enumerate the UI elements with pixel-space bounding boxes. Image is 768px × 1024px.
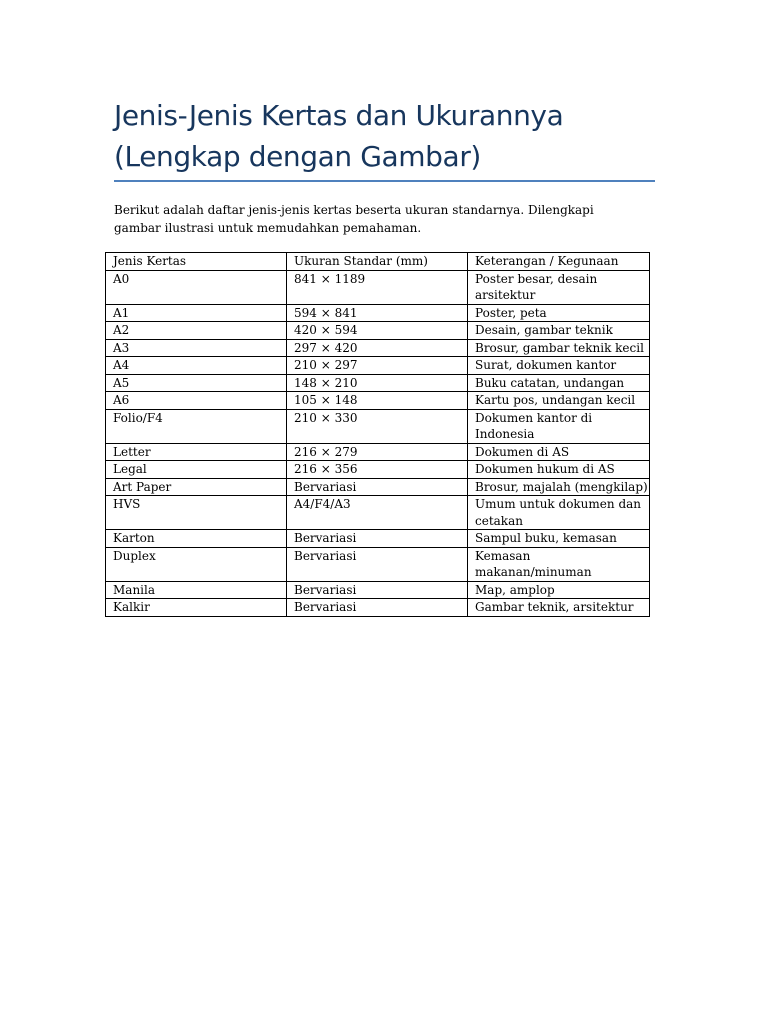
cell-ukuran: 148 × 210 <box>287 374 468 392</box>
cell-ukuran: 297 × 420 <box>287 339 468 357</box>
cell-ukuran: 841 × 1189 <box>287 270 468 304</box>
cell-ukuran: 210 × 330 <box>287 409 468 443</box>
cell-ukuran: 105 × 148 <box>287 392 468 410</box>
cell-jenis: A6 <box>106 392 287 410</box>
cell-ukuran: 420 × 594 <box>287 322 468 340</box>
table-row <box>106 443 650 461</box>
cell-keterangan: Brosur, gambar teknik kecil <box>468 339 650 357</box>
table-row <box>106 409 650 443</box>
cell-jenis: Folio/F4 <box>106 409 287 443</box>
table-header-row <box>106 253 650 271</box>
table-row <box>106 599 650 617</box>
header-keterangan: Keterangan / Kegunaan <box>468 253 650 271</box>
table-row <box>106 461 650 479</box>
cell-keterangan: Poster, peta <box>468 304 650 322</box>
cell-jenis: Kalkir <box>106 599 287 617</box>
table-row <box>106 339 650 357</box>
cell-ukuran: Bervariasi <box>287 547 468 581</box>
cell-jenis: A0 <box>106 270 287 304</box>
header-ukuran-standar: Ukuran Standar (mm) <box>287 253 468 271</box>
cell-keterangan: Dokumen hukum di AS <box>468 461 650 479</box>
cell-jenis: A3 <box>106 339 287 357</box>
cell-jenis: Karton <box>106 530 287 548</box>
cell-jenis: HVS <box>106 496 287 530</box>
cell-ukuran: Bervariasi <box>287 599 468 617</box>
cell-keterangan: Umum untuk dokumen dan cetakan <box>468 496 650 530</box>
cell-jenis: A2 <box>106 322 287 340</box>
cell-ukuran: A4/F4/A3 <box>287 496 468 530</box>
cell-ukuran: 210 × 297 <box>287 357 468 375</box>
cell-keterangan: Kartu pos, undangan kecil <box>468 392 650 410</box>
table-row <box>106 357 650 375</box>
table-row <box>106 304 650 322</box>
table-row <box>106 496 650 530</box>
title-underline <box>114 180 655 182</box>
cell-keterangan: Dokumen di AS <box>468 443 650 461</box>
cell-ukuran: 216 × 356 <box>287 461 468 479</box>
cell-keterangan: Desain, gambar teknik <box>468 322 650 340</box>
table-row <box>106 270 650 304</box>
table-row <box>106 322 650 340</box>
table-row <box>106 374 650 392</box>
cell-keterangan: Dokumen kantor di Indonesia <box>468 409 650 443</box>
cell-jenis: A4 <box>106 357 287 375</box>
table-row <box>106 392 650 410</box>
cell-keterangan: Brosur, majalah (mengkilap) <box>468 478 650 496</box>
table-row <box>106 547 650 581</box>
table-row <box>106 530 650 548</box>
cell-ukuran: Bervariasi <box>287 581 468 599</box>
cell-keterangan: Gambar teknik, arsitektur <box>468 599 650 617</box>
cell-jenis: Letter <box>106 443 287 461</box>
cell-keterangan: Map, amplop <box>468 581 650 599</box>
cell-jenis: A1 <box>106 304 287 322</box>
cell-ukuran: 216 × 279 <box>287 443 468 461</box>
cell-jenis: Manila <box>106 581 287 599</box>
paper-sizes-table <box>105 252 650 617</box>
cell-keterangan: Poster besar, desain arsitektur <box>468 270 650 304</box>
document-title: Jenis-Jenis Kertas dan Ukurannya (Lengkap dengan Gambar) <box>114 99 564 173</box>
table-row <box>106 581 650 599</box>
intro-paragraph: Berikut adalah daftar jenis-jenis kertas beserta ukuran standarnya. Dilengkapi gambar ilustrasi untuk memudahkan pemahaman. <box>114 203 594 235</box>
cell-jenis: Duplex <box>106 547 287 581</box>
cell-ukuran: Bervariasi <box>287 530 468 548</box>
cell-keterangan: Sampul buku, kemasan <box>468 530 650 548</box>
cell-jenis: A5 <box>106 374 287 392</box>
header-jenis-kertas: Jenis Kertas <box>106 253 287 271</box>
table-row <box>106 478 650 496</box>
cell-keterangan: Buku catatan, undangan <box>468 374 650 392</box>
cell-ukuran: 594 × 841 <box>287 304 468 322</box>
cell-keterangan: Kemasan makanan/minuman <box>468 547 650 581</box>
cell-jenis: Art Paper <box>106 478 287 496</box>
cell-keterangan: Surat, dokumen kantor <box>468 357 650 375</box>
cell-jenis: Legal <box>106 461 287 479</box>
cell-ukuran: Bervariasi <box>287 478 468 496</box>
